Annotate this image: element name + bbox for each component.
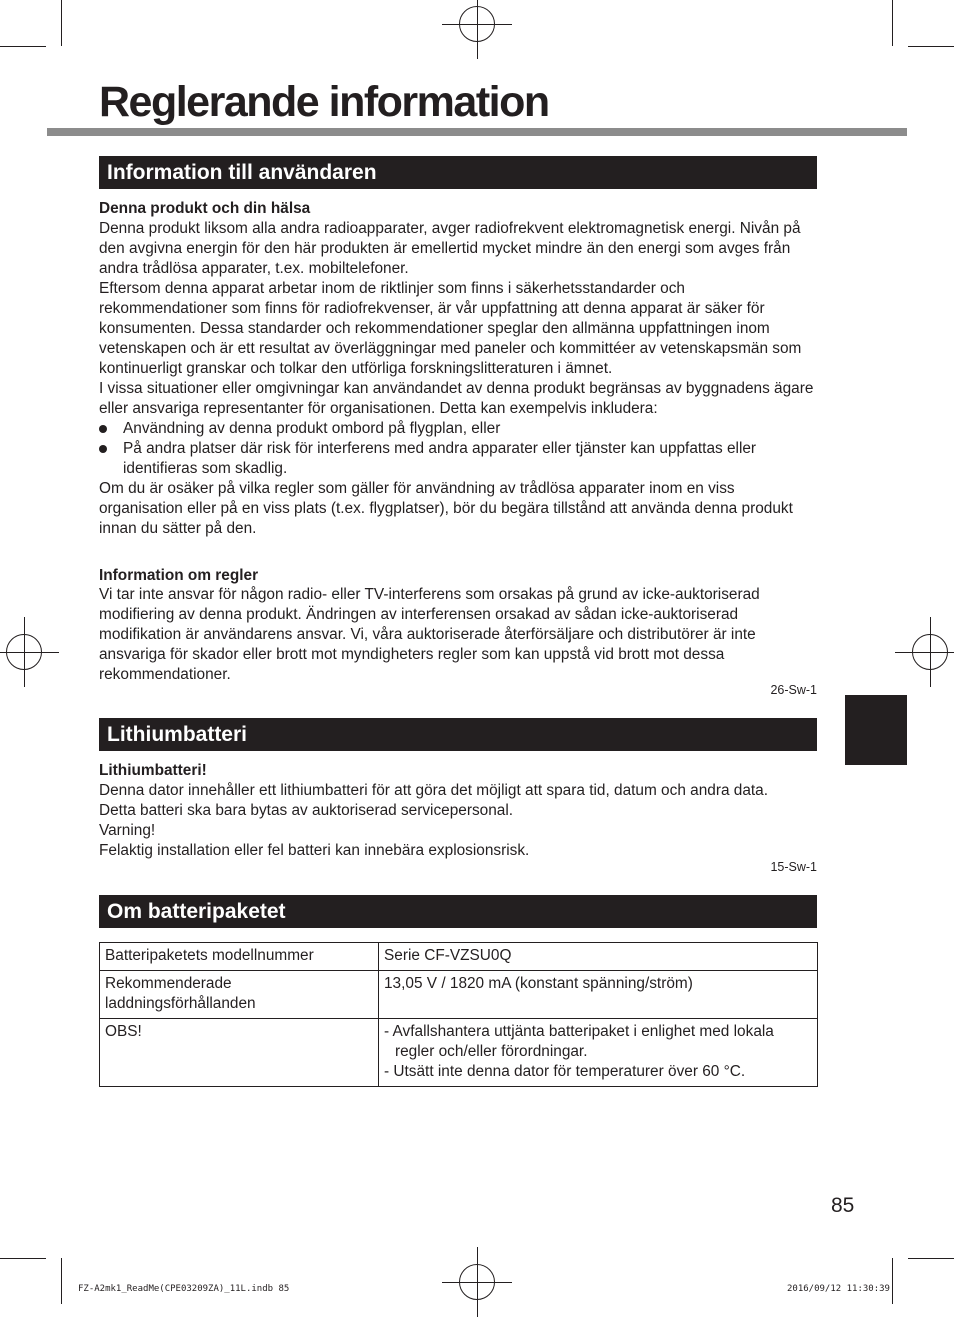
crop-mark [0,1258,46,1259]
crop-mark [892,0,893,46]
reference-code: 26-Sw-1 [770,683,817,697]
crop-mark [61,1258,62,1304]
battery-spec-table [99,942,818,1087]
paragraph: Vi tar inte ansvar för någon radio- eller TV-interferens som orsakas på grund av icke-auktoriserad modifiering av denna produkt. Ändringen av interferensen orsakad av sådan icke-auktoriserad modifikation är användarens ansvar. Vi, våra auktoriserade återförsäljare och distributörer är inte ansvariga för skador eller brott mot myndigheters regler som kan uppstå vid brott mot dessa rekommendationer. [99,586,760,683]
table-cell-label: Batteripaketets modellnummer [100,943,379,971]
note-item: - Avfallshantera uttjänta batteripaket i enlighet med lokala regler och/eller förordningar. [384,1023,774,1060]
lithium-block [99,761,817,861]
subsection-title: Information om regler [99,567,259,584]
table-row [100,943,818,971]
registration-mark-icon [6,634,42,670]
crop-mark [892,1258,893,1304]
reference-code: 15-Sw-1 [770,860,817,874]
table-row [100,1019,818,1087]
page-number: 85 [831,1194,855,1217]
bullet-list [99,419,817,479]
section-heading-battery-pack: Om batteripaketet [99,895,817,928]
paragraph: Om du är osäker på vilka regler som gäller för användning av trådlösa apparater inom en viss organisation eller på en viss plats (t.ex. flygplatser), bör du begära tillstånd att använda denna produkt innan du sätter på den. [99,480,793,537]
table-row [100,971,818,1019]
paragraph: I vissa situationer eller omgivningar kan användandet av denna produkt begränsas av byggnadens ägare eller ansvariga representanter för organisationen. Detta kan exempelvis inkludera: [99,380,814,417]
registration-mark-icon [459,1264,495,1300]
footer-timestamp: 2016/09/12 11:30:39 [787,1284,890,1294]
crop-mark [908,46,954,47]
note-item: - Utsätt inte denna dator för temperaturer över 60 °C. [384,1063,746,1080]
crop-mark [908,1258,954,1259]
subsection-title: Denna produkt och din hälsa [99,200,311,217]
section-heading-lithium: Lithiumbatteri [99,718,817,751]
bullet-item: Användning av denna produkt ombord på flygplan, eller [99,419,817,439]
regulations-subsection [99,567,817,685]
subsection-title: Lithiumbatteri! [99,762,207,779]
page-title: Reglerande information [99,78,549,126]
text-line: Felaktig installation eller fel batteri kan innebära explosionsrisk. [99,842,530,859]
section-heading-user-info: Information till användaren [99,156,817,189]
paragraph: Denna produkt liksom alla andra radioapparater, avger radiofrekvent elektromagnetisk energi. Nivån på den avgivna energin för den här produkten är emellertid mycket mindre än den energi som avges från andra trådlösa apparater, t.ex. mobiltelefoner. [99,220,801,277]
paragraph: Eftersom denna apparat arbetar inom de riktlinjer som finns i säkerhetsstandarder och rekommendationer som finns för radiofrekvenser, är vår uppfattning att denna apparat är säker för konsumenten. Dessa standarder och rekommendationer speglar den allmänna uppfattningen inom vetenskapen och är ett resultat av överläggningar med paneler och kommittéer av vetenskapsmän som kontinuerligt granskar och tolkar den utförliga forskningslitteraturen i ämnet. [99,280,802,377]
health-subsection [99,199,817,539]
text-line: Varning! [99,822,156,839]
registration-mark-icon [459,6,495,42]
table-cell-value: Serie CF-VZSU0Q [379,943,818,971]
table-cell-label: OBS! [100,1019,379,1087]
table-cell-label: Rekommenderade laddningsförhållanden [100,971,379,1019]
footer-file-info: FZ-A2mk1_ReadMe(CPE03209ZA)_11L.indb 85 [78,1284,290,1294]
crop-mark [0,46,46,47]
registration-mark-icon [912,634,948,670]
chapter-side-tab [845,695,907,765]
bullet-item: På andra platser där risk för interferens med andra apparater eller tjänster kan uppfattas eller identifieras som skadlig. [99,439,817,479]
text-line: Denna dator innehåller ett lithiumbatteri för att göra det möjligt att spara tid, datum och andra data. [99,782,769,799]
table-cell-value: 13,05 V / 1820 mA (konstant spänning/ström) [379,971,818,1019]
text-line: Detta batteri ska bara bytas av auktoriserad servicepersonal. [99,802,514,819]
table-cell-notes [379,1019,818,1087]
title-rule [47,128,907,136]
crop-mark [61,0,62,46]
